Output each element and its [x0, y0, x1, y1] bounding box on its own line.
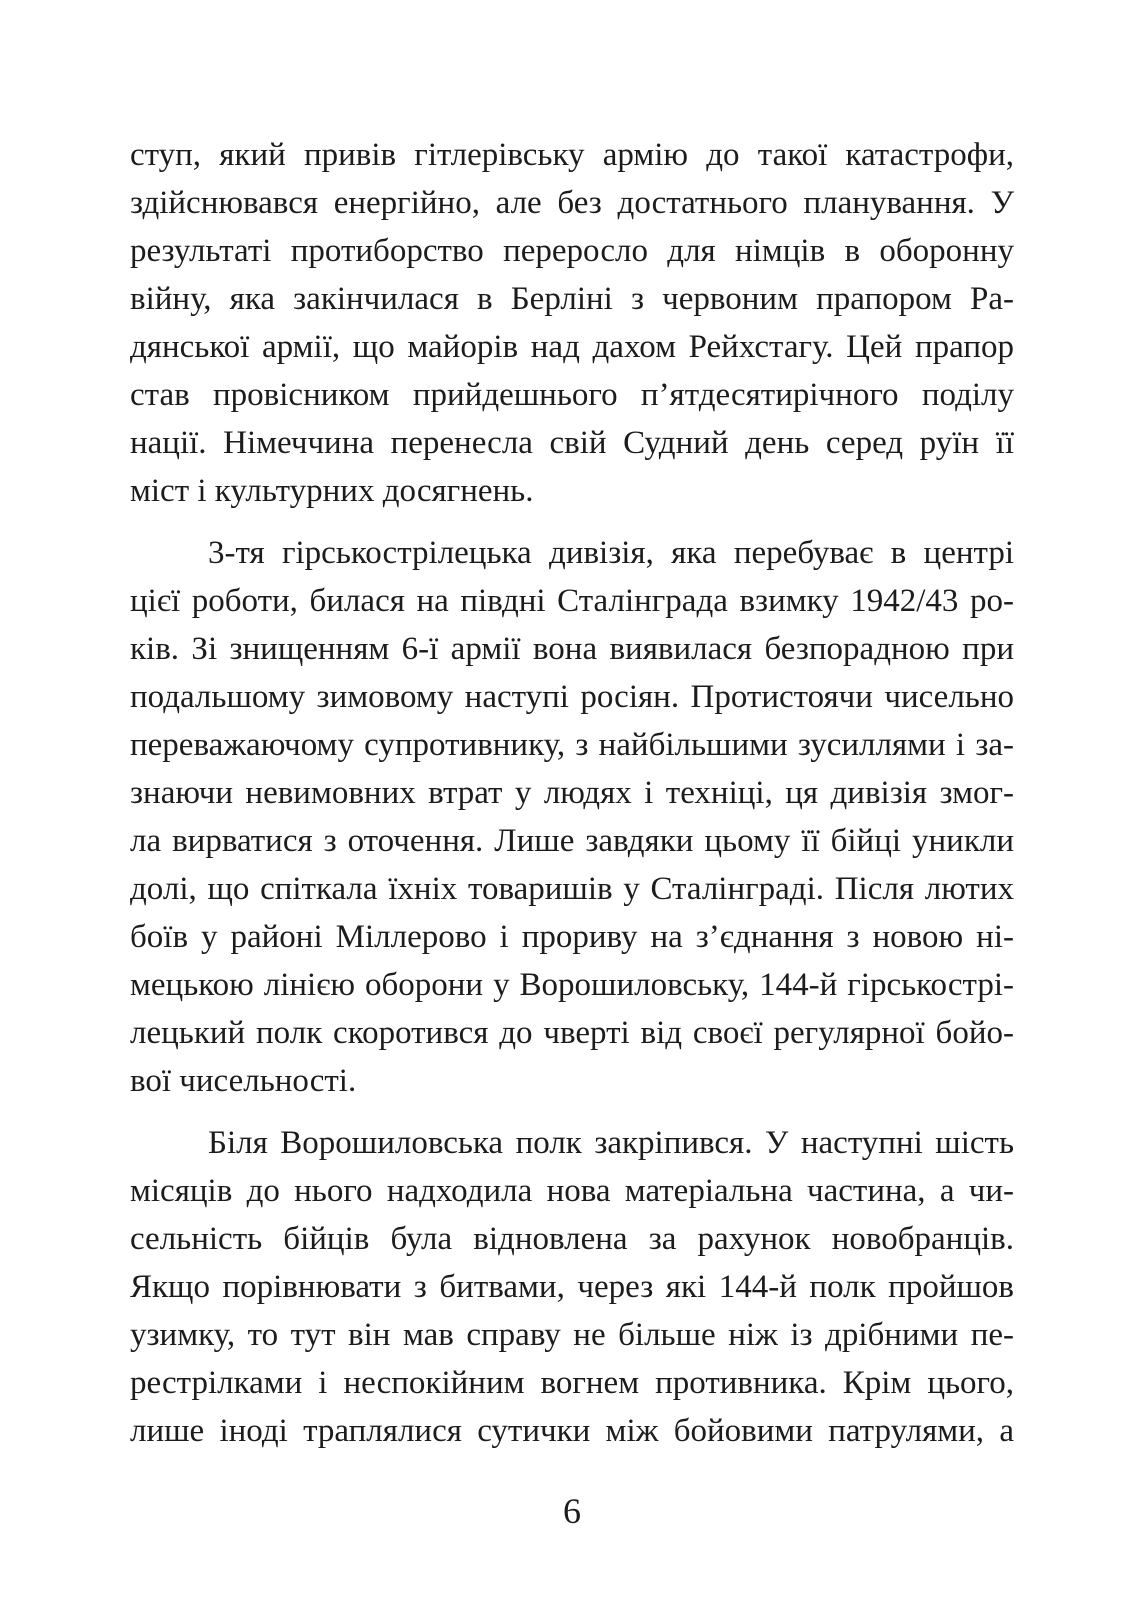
- text-line: лецький полк скоротився до чверті від своєї регулярної бойо-: [130, 1015, 1014, 1051]
- text-line: мецькою лінією оборони у Ворошиловську, 144-й гірськострі-: [130, 967, 1014, 1003]
- page-text-block: [130, 131, 1014, 1455]
- text-line: подальшому зимовому наступі росіян. Протистоячи чисельно: [130, 679, 1014, 715]
- text-line: нації. Німеччина перенесла свій Судний день серед руїн її: [130, 425, 1014, 461]
- text-line: узимку, то тут він мав справу не більше ніж із дрібними пе-: [130, 1317, 1014, 1353]
- text-line: вої чисельності.: [130, 1063, 357, 1099]
- paragraph: [130, 529, 1014, 1105]
- paragraph: [130, 1119, 1014, 1455]
- text-line: цієї роботи, билася на півдні Сталінграда взимку 1942/43 ро-: [130, 583, 1014, 619]
- text-line: Біля Ворошиловська полк закріпився. У наступні шість: [208, 1125, 1014, 1161]
- text-line: сельність бійців була відновлена за рахунок новобранців.: [130, 1221, 1014, 1257]
- text-line: 3-тя гірськострілецька дивізія, яка перебуває в центрі: [208, 535, 1014, 571]
- text-line: війну, яка закінчилася в Берліні з червоним прапором Ра-: [130, 281, 1014, 317]
- paragraph: [130, 131, 1014, 515]
- text-line: міст і культурних досягнень.: [130, 473, 534, 509]
- text-line: рестрілками і неспокійним вогнем противника. Крім цього,: [130, 1365, 1014, 1401]
- text-line: Якщо порівнювати з битвами, через які 144-й полк пройшов: [130, 1269, 1014, 1305]
- text-line: ступ, який привів гітлерівську армію до такої катастрофи,: [130, 137, 1014, 173]
- text-line: знаючи невимовних втрат у людях і техніці, ця дивізія змог-: [130, 775, 1014, 811]
- text-line: місяців до нього надходила нова матеріальна частина, а чи-: [130, 1173, 1014, 1209]
- text-line: результаті протиборство переросло для німців в оборонну: [130, 233, 1014, 269]
- text-line: лише іноді траплялися сутички між бойовими патрулями, а: [130, 1413, 1014, 1449]
- text-line: долі, що спіткала їхніх товаришів у Сталінграді. Після лютих: [130, 871, 1014, 907]
- page-number: 6: [563, 1491, 581, 1531]
- text-line: ків. Зі знищенням 6-ї армії вона виявилася безпорадною при: [130, 631, 1014, 667]
- text-line: ла вирватися з оточення. Лише завдяки цьому її бійці уникли: [130, 823, 1014, 859]
- text-line: здійснювався енергійно, але без достатнього планування. У: [130, 185, 1014, 221]
- text-line: переважаючому супротивнику, з найбільшими зусиллями і за-: [130, 727, 1014, 763]
- text-line: дянської армії, що майорів над дахом Рейхстагу. Цей прапор: [130, 329, 1014, 365]
- text-line: боїв у районі Міллерово і прориву на з’єднання з новою ні-: [130, 919, 1014, 955]
- text-line: став провісником прийдешнього п’ятдесятирічного поділу: [130, 377, 1014, 413]
